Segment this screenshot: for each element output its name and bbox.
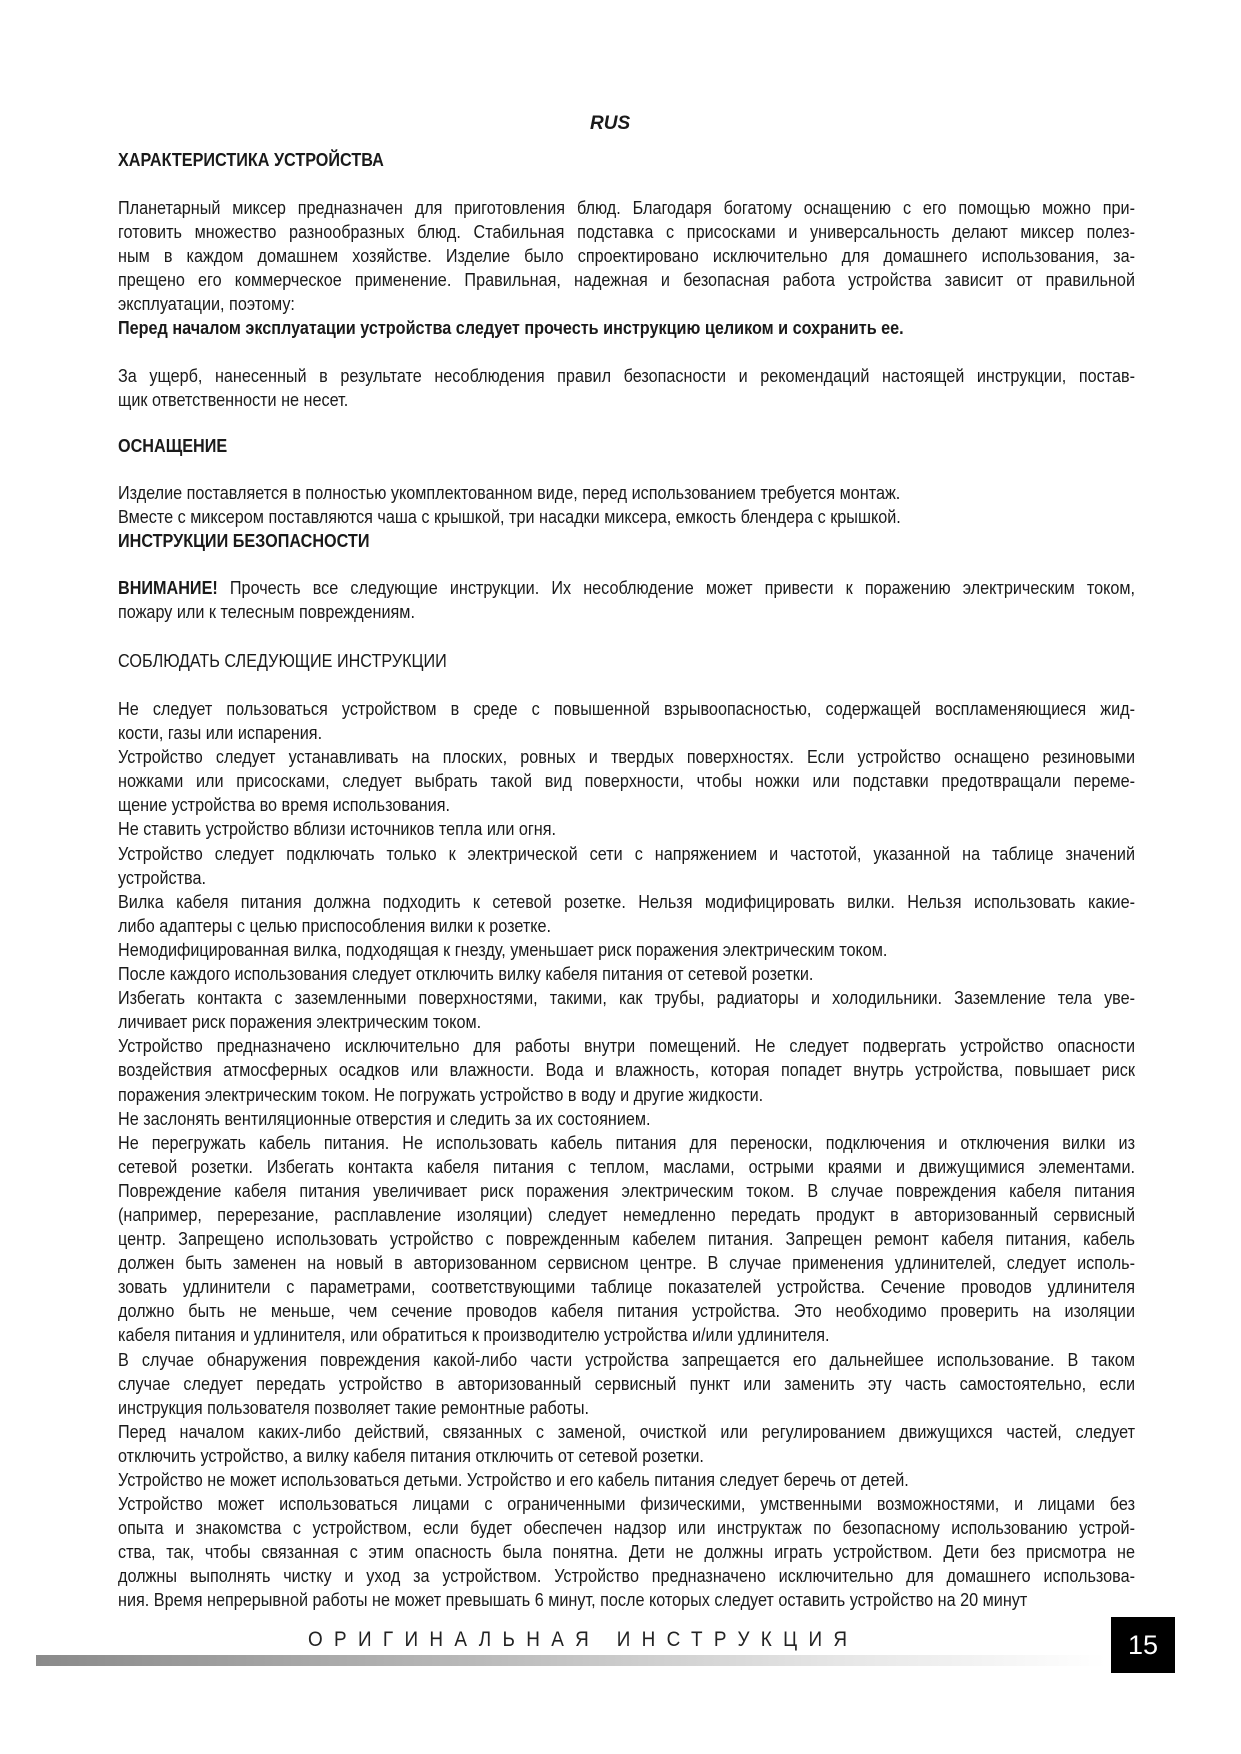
text-line: поражения электрическим током. Не погружать устройство в воду и другие жидкости.	[118, 1084, 764, 1105]
text-line: кости, газы или испарения.	[118, 723, 323, 744]
text-line: Вместе с миксером поставляются чаша с крышкой, три насадки миксера, емкость блендера с крышкой.	[118, 507, 901, 528]
text-line: должен быть заменен на новый в авторизованном сервисном центре. В случае применения удлинителей, следует исполь-	[118, 1253, 1135, 1274]
text-line: устройства.	[118, 867, 206, 888]
footer-gradient-bar	[36, 1655, 1106, 1666]
text-line: После каждого использования следует отключить вилку кабеля питания от сетевой розетки.	[118, 964, 814, 985]
text-line: эксплуатации, поэтому:	[118, 294, 295, 315]
paragraph-block	[118, 196, 1135, 316]
text-line: случае следует передать устройство в авторизованный сервисный пункт или заменить эту часть самостоятельно, если	[118, 1373, 1135, 1394]
text-line: Планетарный миксер предназначен для приготовления блюд. Благодаря богатому оснащению с его помощью можно при-	[118, 198, 1135, 218]
text-line: Устройство предназначено исключительно для работы внутри помещений. Не следует подвергать устройство опасности	[118, 1036, 1135, 1057]
text-line: ния. Время непрерывной работы не может превышать 6 минут, после которых следует оставить устройство на 20 минут	[118, 1590, 1028, 1611]
paragraph-block	[118, 316, 1135, 340]
paragraph-block	[118, 364, 1135, 412]
text-line: Изделие поставляется в полностью укомплектованном виде, перед использованием требуется монтаж.	[118, 483, 901, 503]
text-line: Устройство не может использоваться детьми. Устройство и его кабель питания следует беречь от детей.	[118, 1470, 909, 1490]
text-line: За ущерб, нанесенный в результате несоблюдения правил безопасности и рекомендаций настоящей инструкции, постав-	[118, 366, 1135, 386]
text-line: Избегать контакта с заземленными поверхностями, такими, как трубы, радиаторы и холодильники. Заземление тела уве-	[118, 988, 1135, 1009]
section-heading	[118, 148, 1135, 172]
text-line: ства, так, чтобы связанная с этим опасность была понятна. Дети не должны играть устройством. Дети без присмотра не	[118, 1542, 1135, 1563]
text-line: должны выполнять чистку и уход за устройством. Устройство предназначено исключительно для домашнего использова-	[118, 1566, 1135, 1587]
footer-title: ОРИГИНАЛЬНАЯ ИНСТРУКЦИЯ	[308, 1628, 859, 1651]
text-line: центр. Запрещено использовать устройство с поврежденным кабелем питания. Запрещен ремонт кабеля питания, кабель	[118, 1229, 1135, 1250]
text-line: кабеля питания и удлинителя, или обратиться к производителю устройства и/или удлинителя.	[118, 1325, 830, 1346]
text-line: воздействия атмосферных осадков или влажности. Вода и влажность, которая попадет внутрь устройства, повышает риск	[118, 1060, 1135, 1081]
page-number: 15	[1111, 1617, 1175, 1673]
paragraph-block	[118, 481, 1135, 529]
text-line: сетевой розетки. Избегать контакта кабеля питания с теплом, маслами, острыми краями и движущимися элементами.	[118, 1156, 1135, 1177]
text-line: Не перегружать кабель питания. Не использовать кабель питания для переноски, подключения и отключения вилки из	[118, 1132, 1135, 1153]
text-line: личивает риск поражения электрическим током.	[118, 1012, 482, 1033]
text-line: Перед началом каких-либо действий, связанных с заменой, очисткой или регулированием движущихся частей, следует	[118, 1421, 1135, 1442]
text-line: готовить множество разнообразных блюд. Стабильная подставка с присосками и универсальность делают миксер полез-	[118, 222, 1135, 243]
text-line: Не ставить устройство вблизи источников тепла или огня.	[118, 819, 557, 840]
text-line: должно быть не меньше, чем сечение проводов кабеля питания устройства. Это необходимо проверить на изоляции	[118, 1301, 1135, 1322]
text-line: Устройство следует подключать только к электрической сети с напряжением и частотой, указанной на таблице значений	[118, 843, 1135, 864]
section-heading	[118, 434, 1135, 458]
text-line: Устройство может использоваться лицами с ограниченными физическими, умственными возможностями, и лицами без	[118, 1494, 1135, 1515]
warning-paragraph	[118, 576, 1135, 624]
text-line: щение устройства во время использования.	[118, 795, 451, 816]
paragraph-block	[118, 649, 1135, 673]
text-line: В случае обнаружения повреждения какой-либо части устройства запрещается его дальнейшее использование. В таком	[118, 1349, 1135, 1370]
text-line: ножками или присосками, следует выбрать такой вид поверхности, чтобы ножки или подставки предотвращали переме-	[118, 771, 1135, 792]
text-line: Вилка кабеля питания должна подходить к сетевой розетке. Нельзя модифицировать вилки. Нельзя использовать какие-	[118, 891, 1135, 912]
section-heading	[118, 529, 1135, 553]
text-line: Немодифицированная вилка, подходящая к гнезду, уменьшает риск поражения электрическим током.	[118, 939, 888, 960]
text-line: прещено его коммерческое применение. Правильная, надежная и безопасная работа устройства зависит от правильной	[118, 270, 1135, 291]
text-line: Не следует пользоваться устройством в среде с повышенной взрывоопасностью, содержащей воспламеняющиеся жид-	[118, 699, 1135, 719]
heading-text: ХАРАКТЕРИСТИКА УСТРОЙСТВА	[118, 150, 384, 170]
warning-text: Прочесть все следующие инструкции. Их несоблюдение может привести к поражению электрическим током,	[217, 578, 1135, 598]
text-line: опыта и знакомства с устройством, если будет обеспечен надзор или инструктаж по безопасному использованию устрой-	[118, 1518, 1135, 1539]
text-line: Повреждение кабеля питания увеличивает риск поражения электрическим током. В случае повреждения кабеля питания	[118, 1180, 1135, 1201]
paragraph-block	[118, 697, 1135, 1613]
text-line: Перед началом эксплуатации устройства следует прочесть инструкцию целиком и сохранить ее.	[118, 318, 904, 338]
text-line: ным в каждом домашнем хозяйстве. Изделие было спроектировано исключительно для домашнего использования, за-	[118, 246, 1135, 267]
text-line: (например, перерезание, расплавление изоляции) следует немедленно передать продукт в авторизованный сервисный	[118, 1204, 1135, 1225]
text-line: СОБЛЮДАТЬ СЛЕДУЮЩИЕ ИНСТРУКЦИИ	[118, 651, 447, 671]
text-line: зовать удлинители с параметрами, соответствующими таблице показателей устройства. Сечение проводов удлинителя	[118, 1277, 1135, 1298]
warning-text-cont: пожару или к телесным повреждениям.	[118, 602, 415, 623]
text-line: инструкция пользователя позволяет такие ремонтные работы.	[118, 1397, 589, 1418]
text-line: щик ответственности не несет.	[118, 390, 349, 411]
heading-text: ОСНАЩЕНИЕ	[118, 436, 228, 456]
heading-text: ИНСТРУКЦИИ БЕЗОПАСНОСТИ	[118, 531, 370, 551]
text-line: Устройство следует устанавливать на плоских, ровных и твердых поверхностях. Если устройство оснащено резиновыми	[118, 747, 1135, 768]
language-tag: RUS	[590, 113, 631, 134]
text-line: либо адаптеры с целью приспособления вилки к розетке.	[118, 915, 552, 936]
warning-label: ВНИМАНИЕ!	[118, 578, 218, 598]
text-line: отключить устройство, а вилку кабеля питания отключить от сетевой розетки.	[118, 1445, 704, 1466]
text-line: Не заслонять вентиляционные отверстия и следить за их состоянием.	[118, 1108, 651, 1129]
